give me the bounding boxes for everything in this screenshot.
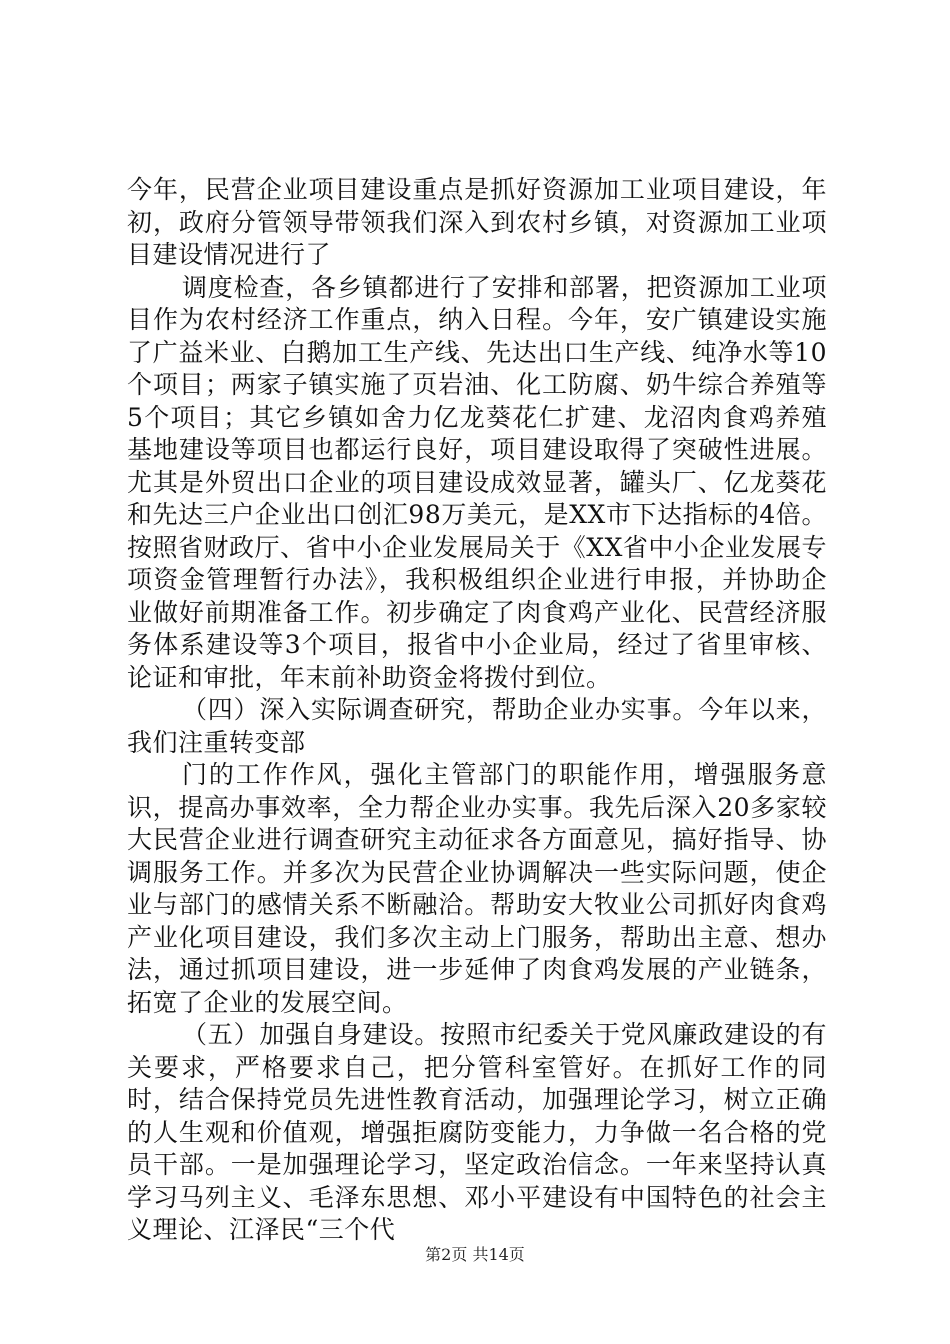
paragraph-1: 今年，民营企业项目建设重点是抓好资源加工业项目建设，年初，政府分管领导带领我们深入到农村乡镇，对资源加工业项目建设情况进行了 bbox=[127, 175, 827, 269]
body-text bbox=[127, 174, 827, 1247]
paragraph-5: （五）加强自身建设。按照市纪委关于党风廉政建设的有关要求，严格要求自己，把分管科室管好。在抓好工作的同时，结合保持党员先进性教育活动，加强理论学习，树立正确的人生观和价值观，增强拒腐防变能力，力争做一名合格的党员干部。一是加强理论学习，坚定政治信念。一年来坚持认真学习马列主义、毛泽东思想、邓小平建设有中国特色的社会主义理论、江泽民“三个代 bbox=[127, 1020, 827, 1244]
page-footer bbox=[0, 1245, 950, 1265]
paragraph-2: 调度检查，各乡镇都进行了安排和部署，把资源加工业项目作为农村经济工作重点，纳入日程。今年，安广镇建设实施了广益米业、白鹅加工生产线、先达出口生产线、纯净水等10个项目；两家子镇实施了页岩油、化工防腐、奶牛综合养殖等5个项目；其它乡镇如舍力亿龙葵花仁扩建、龙沼肉食鸡养殖基地建设等项目也都运行良好，项目建设取得了突破性进展。尤其是外贸出口企业的项目建设成效显著，罐头厂、亿龙葵花和先达三户企业出口创汇98万美元，是XX市下达指标的4倍。按照省财政厅、省中小企业发展局关于《XX省中小企业发展专项资金管理暂行办法》，我积极组织企业进行申报，并协助企业做好前期准备工作。初步确定了肉食鸡产业化、民营经济服务体系建设等3个项目，报省中小企业局，经过了省里审核、论证和审批，年末前补助资金将拨付到位。 bbox=[127, 272, 827, 692]
page-number-label: 第2页 共14页 bbox=[425, 1245, 525, 1264]
paragraph-3: （四）深入实际调查研究，帮助企业办实事。今年以来，我们注重转变部 bbox=[127, 695, 827, 757]
paragraph-4: 门的工作作风，强化主管部门的职能作用，增强服务意识，提高办事效率，全力帮企业办实事。我先后深入20多家较大民营企业进行调查研究主动征求各方面意见，搞好指导、协调服务工作。并多次为民营企业协调解决一些实际问题，使企业与部门的感情关系不断融洽。帮助安大牧业公司抓好肉食鸡产业化项目建设，我们多次主动上门服务，帮助出主意、想办法，通过抓项目建设，进一步延伸了肉食鸡发展的产业链条，拓宽了企业的发展空间。 bbox=[127, 760, 827, 1017]
